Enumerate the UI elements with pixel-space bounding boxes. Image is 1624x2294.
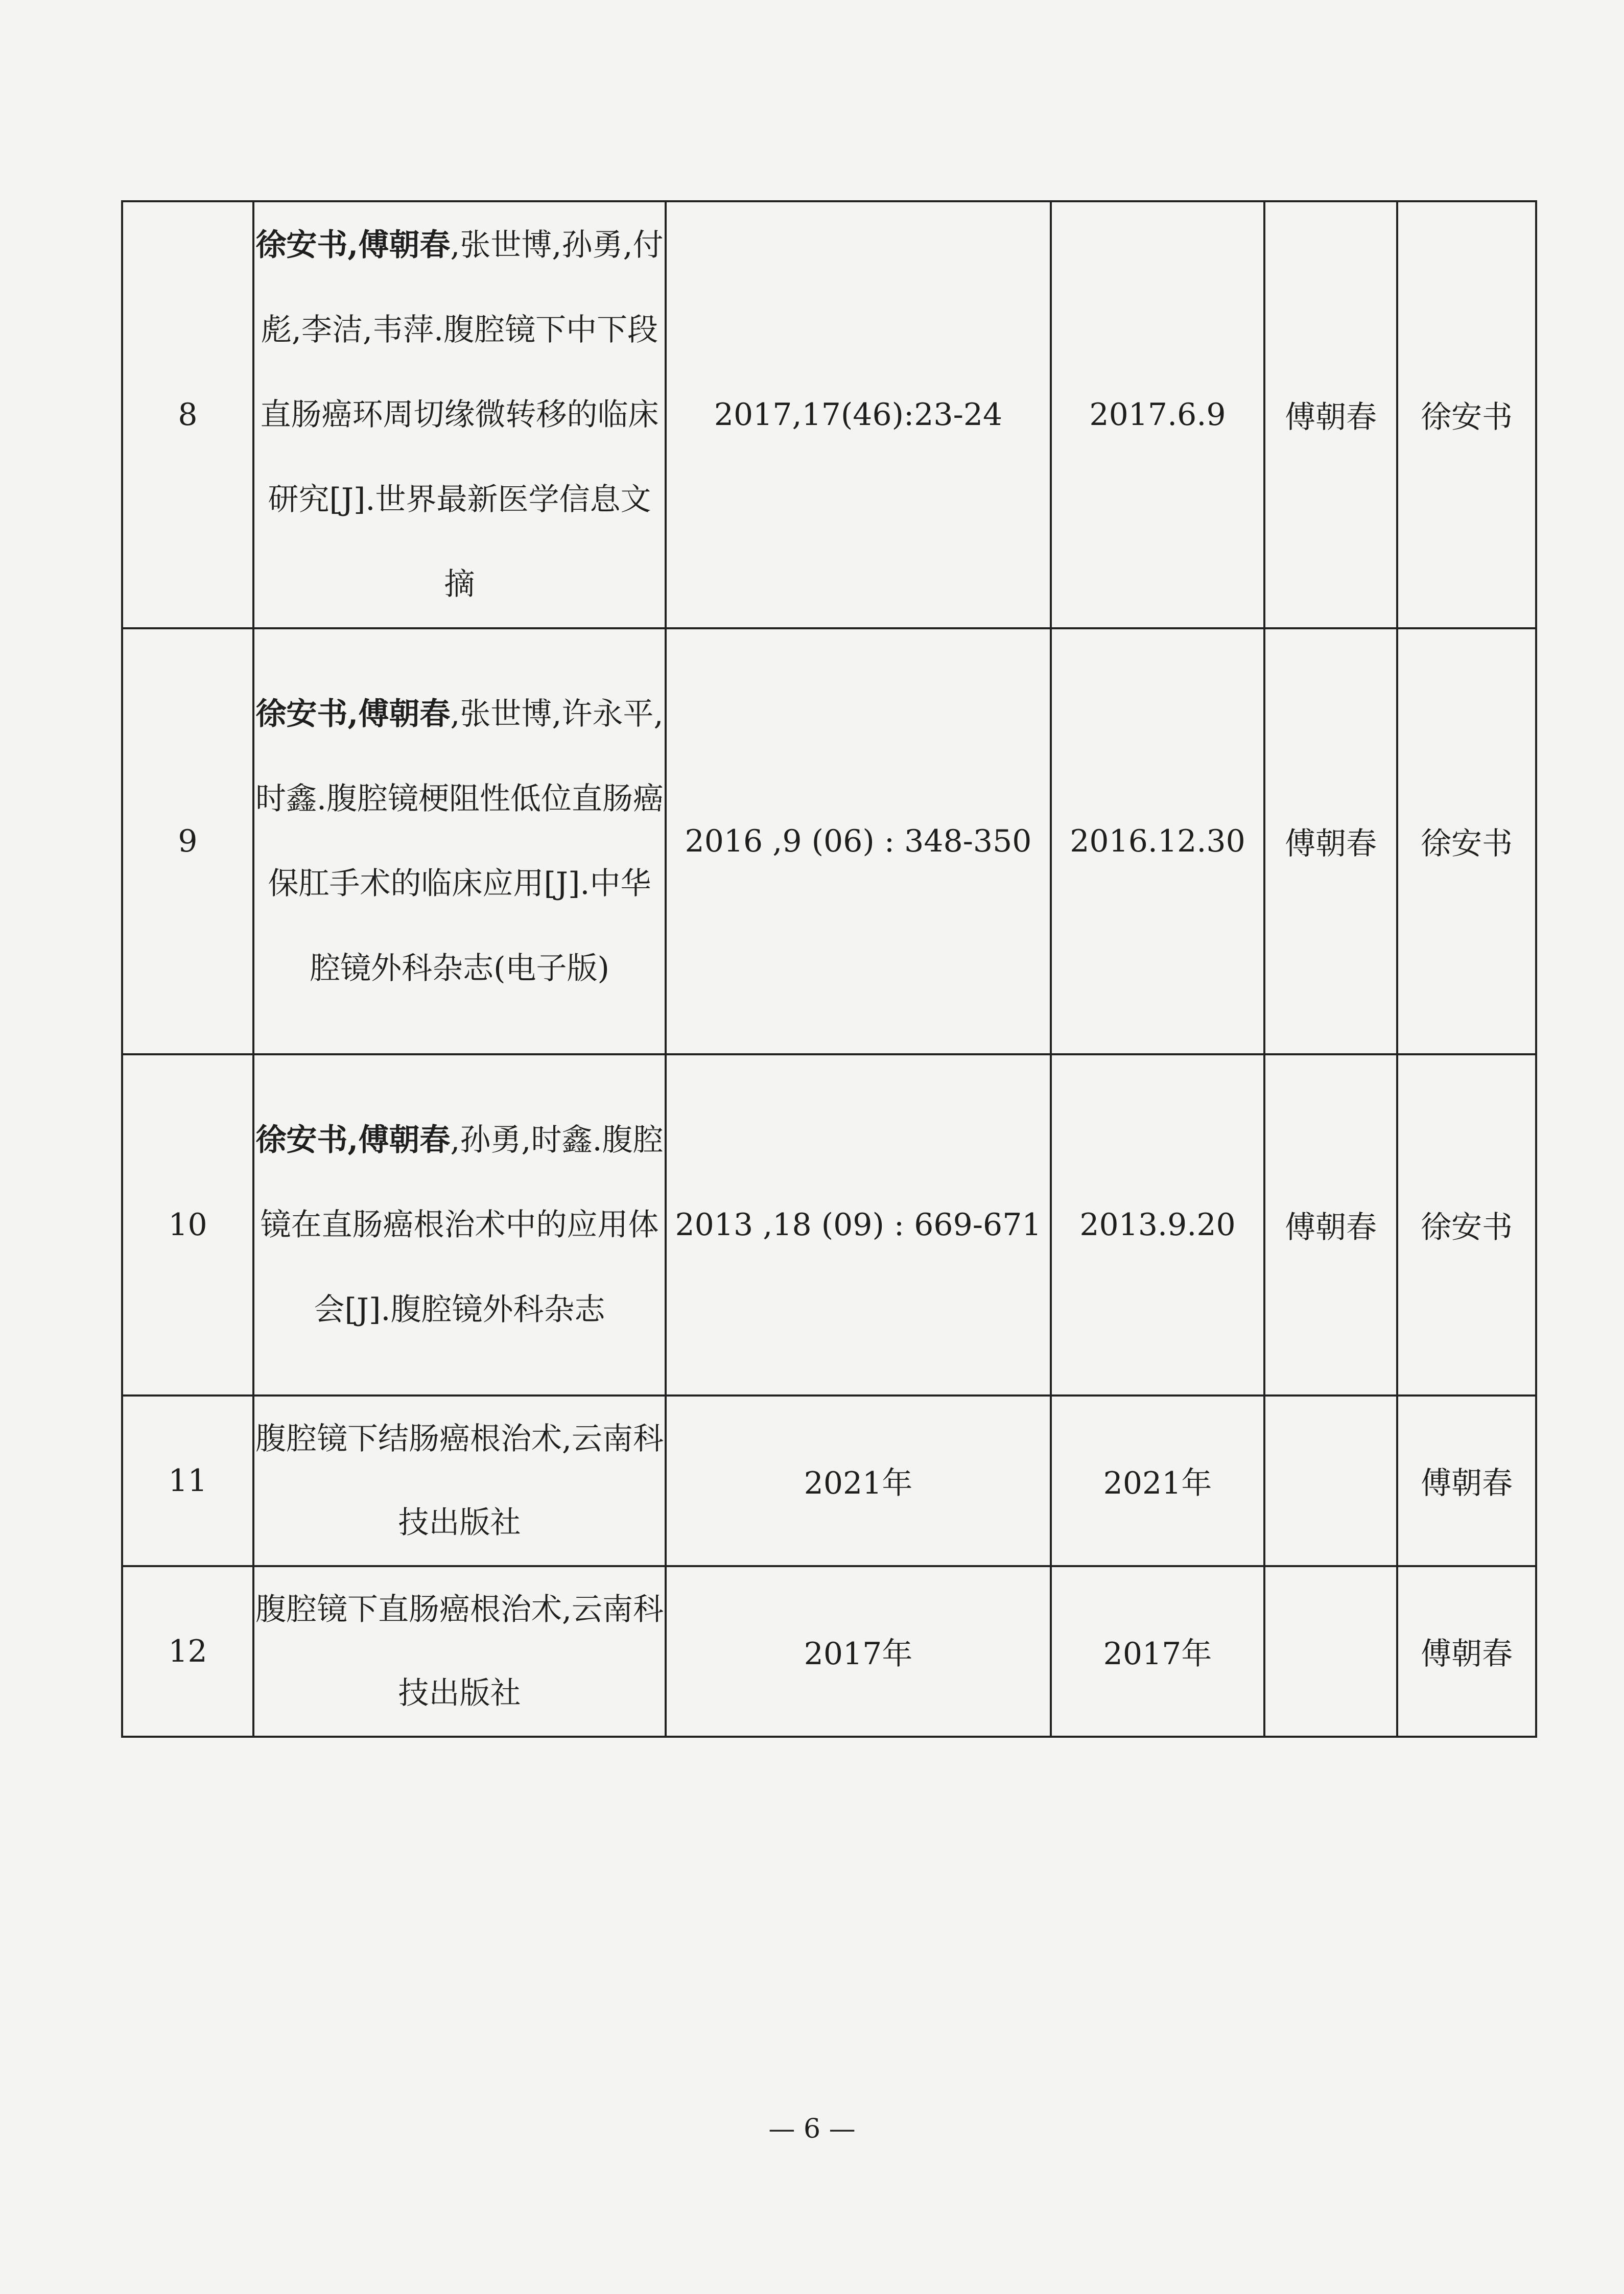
citation-text: 腹腔镜下结肠癌根治术,云南科技出版社 xyxy=(255,1421,664,1541)
citation-cell xyxy=(253,1054,666,1396)
citation-authors-bold: 徐安书,傅朝春 xyxy=(255,696,451,732)
citation-cell xyxy=(253,628,666,1054)
page-number: — 6 — xyxy=(768,2114,856,2144)
date-cell: 2016.12.30 xyxy=(1051,628,1264,1054)
citation-text: ,孙勇,时鑫.腹腔镜在直肠癌根治术中的应用体会[J].腹腔镜外科杂志 xyxy=(260,1122,664,1328)
citation-authors-bold: 徐安书,傅朝春 xyxy=(255,1122,451,1158)
corresponding-author-cell: 傅朝春 xyxy=(1264,201,1397,628)
corresponding-author-cell: 傅朝春 xyxy=(1264,628,1397,1054)
citation-authors-bold: 徐安书,傅朝春 xyxy=(255,227,451,263)
corresponding-author-cell xyxy=(1264,1566,1397,1737)
row-number: 8 xyxy=(122,201,253,628)
row-number: 11 xyxy=(122,1396,253,1566)
first-author-cell: 徐安书 xyxy=(1397,1054,1536,1396)
table-row xyxy=(122,201,1536,628)
volume-cell: 2021年 xyxy=(666,1396,1051,1566)
volume-cell: 2017,17(46):23-24 xyxy=(666,201,1051,628)
citation-cell xyxy=(253,1566,666,1737)
corresponding-author-cell: 傅朝春 xyxy=(1264,1054,1397,1396)
volume-cell: 2013 ,18 (09) : 669-671 xyxy=(666,1054,1051,1396)
first-author-cell: 徐安书 xyxy=(1397,628,1536,1054)
row-number: 12 xyxy=(122,1566,253,1737)
citation-cell xyxy=(253,201,666,628)
date-cell: 2017年 xyxy=(1051,1566,1264,1737)
table-row xyxy=(122,628,1536,1054)
date-cell: 2013.9.20 xyxy=(1051,1054,1264,1396)
first-author-cell: 徐安书 xyxy=(1397,201,1536,628)
date-cell: 2021年 xyxy=(1051,1396,1264,1566)
date-cell: 2017.6.9 xyxy=(1051,201,1264,628)
citation-text: ,张世博,孙勇,付彪,李洁,韦萍.腹腔镜下中下段直肠癌环周切缘微转移的临床研究[J].世界最新医学信息文摘 xyxy=(260,227,664,602)
table-row xyxy=(122,1396,1536,1566)
corresponding-author-cell xyxy=(1264,1396,1397,1566)
citation-text: 腹腔镜下直肠癌根治术,云南科技出版社 xyxy=(255,1592,664,1711)
first-author-cell: 傅朝春 xyxy=(1397,1396,1536,1566)
volume-cell: 2017年 xyxy=(666,1566,1051,1737)
row-number: 10 xyxy=(122,1054,253,1396)
citation-text: ,张世博,许永平,时鑫.腹腔镜梗阻性低位直肠癌保肛手术的临床应用[J].中华腔镜外科杂志(电子版) xyxy=(255,696,664,986)
publications-table xyxy=(121,200,1537,1738)
volume-cell: 2016 ,9 (06) : 348-350 xyxy=(666,628,1051,1054)
first-author-cell: 傅朝春 xyxy=(1397,1566,1536,1737)
table-row xyxy=(122,1566,1536,1737)
citation-cell xyxy=(253,1396,666,1566)
table-row xyxy=(122,1054,1536,1396)
row-number: 9 xyxy=(122,628,253,1054)
